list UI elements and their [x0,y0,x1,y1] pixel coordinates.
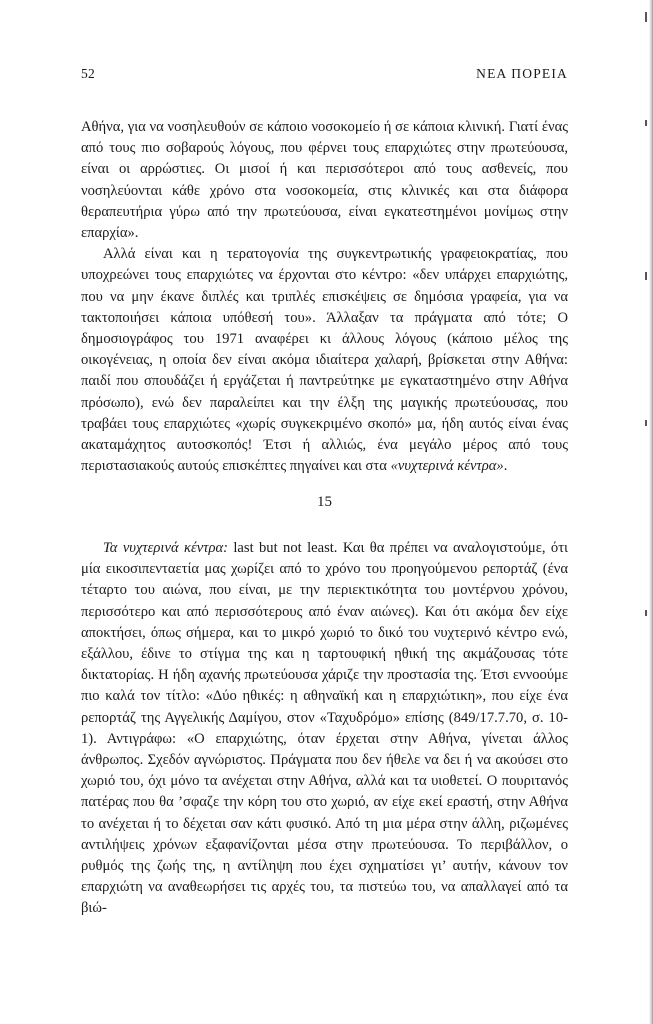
page-edge [649,0,653,1024]
edge-mark [645,12,647,22]
edge-mark [645,420,647,426]
paragraph [81,538,568,920]
edge-mark [645,272,647,280]
text-block-bottom [81,538,568,920]
paragraph-continued: Αθήνα, για να νοσηλευθούν σε κάποιο νοσοκομείο ή σε κάποια κλινική. Γιατί ένας από τους πιο σοβαρούς λόγους, που φέρνει τους επαρχιώτες στην πρωτεύουσα, είναι οι αρρώστιες. Οι μισοί ή και περισσότεροι από τους ασθενείς, που νοσηλεύονται κάθε χρόνο στα νοσοκομεία, στις κλινικές και στα διάφορα θεραπευτήρια γύρω από την πρωτεύουσα, είναι εγκατεστημένοι μονίμως στην επαρχία». [81,119,568,242]
italic-phrase: Τα νυχτερινά κέντρα: [103,540,228,556]
text-block-top [81,117,568,477]
edge-mark [645,610,647,616]
paragraph [81,244,568,477]
edge-mark [645,120,647,126]
paragraph-text: last but not least. Και θα πρέπει να αναλογιστούμε, ότι μία εικοσιπενταετία μας χωρίζει από το χρόνο του προηγούμενου ρεπορτάζ (ένα τέταρτο του αιώνα, που είναι, με την περιεκτικότητα του μοντέρνου χρόνου, περισσότερο και από περισσότερους από έναν αιώνες). Και ότι ακόμα δεν είχε αποκτήσει, όπως σήμερα, και το μικρό χωριό το δικό του νυχτερινό κέντρο ενώ, εξάλλου, έδινε το στίγμα της και η ταρτουφική ηθική της ακμάζουσας τότε δικτατορίας. Η ήδη αχανής πρωτεύουσα χάριζε την προστασία της. Έτσι εννοούμε πιο καλά τον τίτλο: «Δύο ηθικές: η αθηναϊκή και η επαρχιώτικη», που είχε ένα ρεπορτάζ της Αγγελικής Δαμίγου, στον «Ταχυδρόμο» επίσης (849/17.7.70, σ. 10-1). Αντιγράφω: «Ο επαρχιώτης, όταν έρχεται στην Αθήνα, γίνεται άλλος άνθρωπος. Σχεδόν αγνώριστος. Πράγματα που δεν ήθελε να δει ή να ακούσει στο χωριό του, όχι μόνο τα ανέχεται στην Αθήνα, αλλά και τα υιοθετεί. Ο πουριτανός πατέρας που θα ’σφαζε την κόρη του στο χωριό, αν είχε εκεί εραστή, στην Αθήνα το ανέχεται ή το δέχεται σαν κάτι φυσικό. Από τη μια μέρα στην άλλη, ριζωμένες αντιλήψεις χρόνων εξαφανίζονται μέσα στην πρωτεύουσα. Το περιβάλλον, ο ρυθμός της ζωής της, η αντίληψη που έχει σχηματίσει γι’ αυτήν, κάνουν τον επαρχιώτη να αναθεωρήσει τις αρχές του, τα πιστεύω του, να απαλλαγεί από τα βιώ- [81,540,568,917]
paragraph-end: . [503,458,508,475]
italic-phrase: «νυχτερινά κέντρα» [390,458,504,475]
page-number: 52 [81,66,96,81]
running-title: ΝΕΑ ΠΟΡΕΙΑ [476,66,568,81]
page-header [81,66,568,86]
section-number: 15 [317,494,332,510]
paragraph-text: Αλλά είναι και η τερατογονία της συγκεντρωτικής γραφειοκρατίας, που υποχρεώνει τους επαρχιώτες να έρχονται στο κέντρο: «δεν υπάρχει επαρχιώτης, που να μην έκανε διπλές και τριπλές επισκέψεις σε δημόσια γραφεία, για να τακτοποιήσει κάποια υπόθεσή του». Άλλαξαν τα πράγματα από τότε; Ο δημοσιογράφος του 1971 αναφέρει κι άλλους λόγους (κάποιο μέλος της οικογένειας, η οποία δεν είναι ακόμα ιδιαίτερα χαλαρή, βρίσκεται στην Αθήνα: παιδί που σπουδάζει ή εργάζεται ή παντρεύτηκε με εγκαταστημένο στην Αθήνα πρόσωπο), ενώ δεν παραλείπει και την έλξη της μαγικής πρωτεύουσας, που τραβάει τους επαρχιώτες «χωρίς συγκεκριμένο σκοπό» μα, ήδη αυτός είναι ένας ακαταμάχητος αυτοσκοπός! Έτσι ή αλλιώς, ένα μεγάλο μέρος από τους περιστασιακούς αυτούς επισκέπτες πηγαίνει και στα [81,246,568,475]
